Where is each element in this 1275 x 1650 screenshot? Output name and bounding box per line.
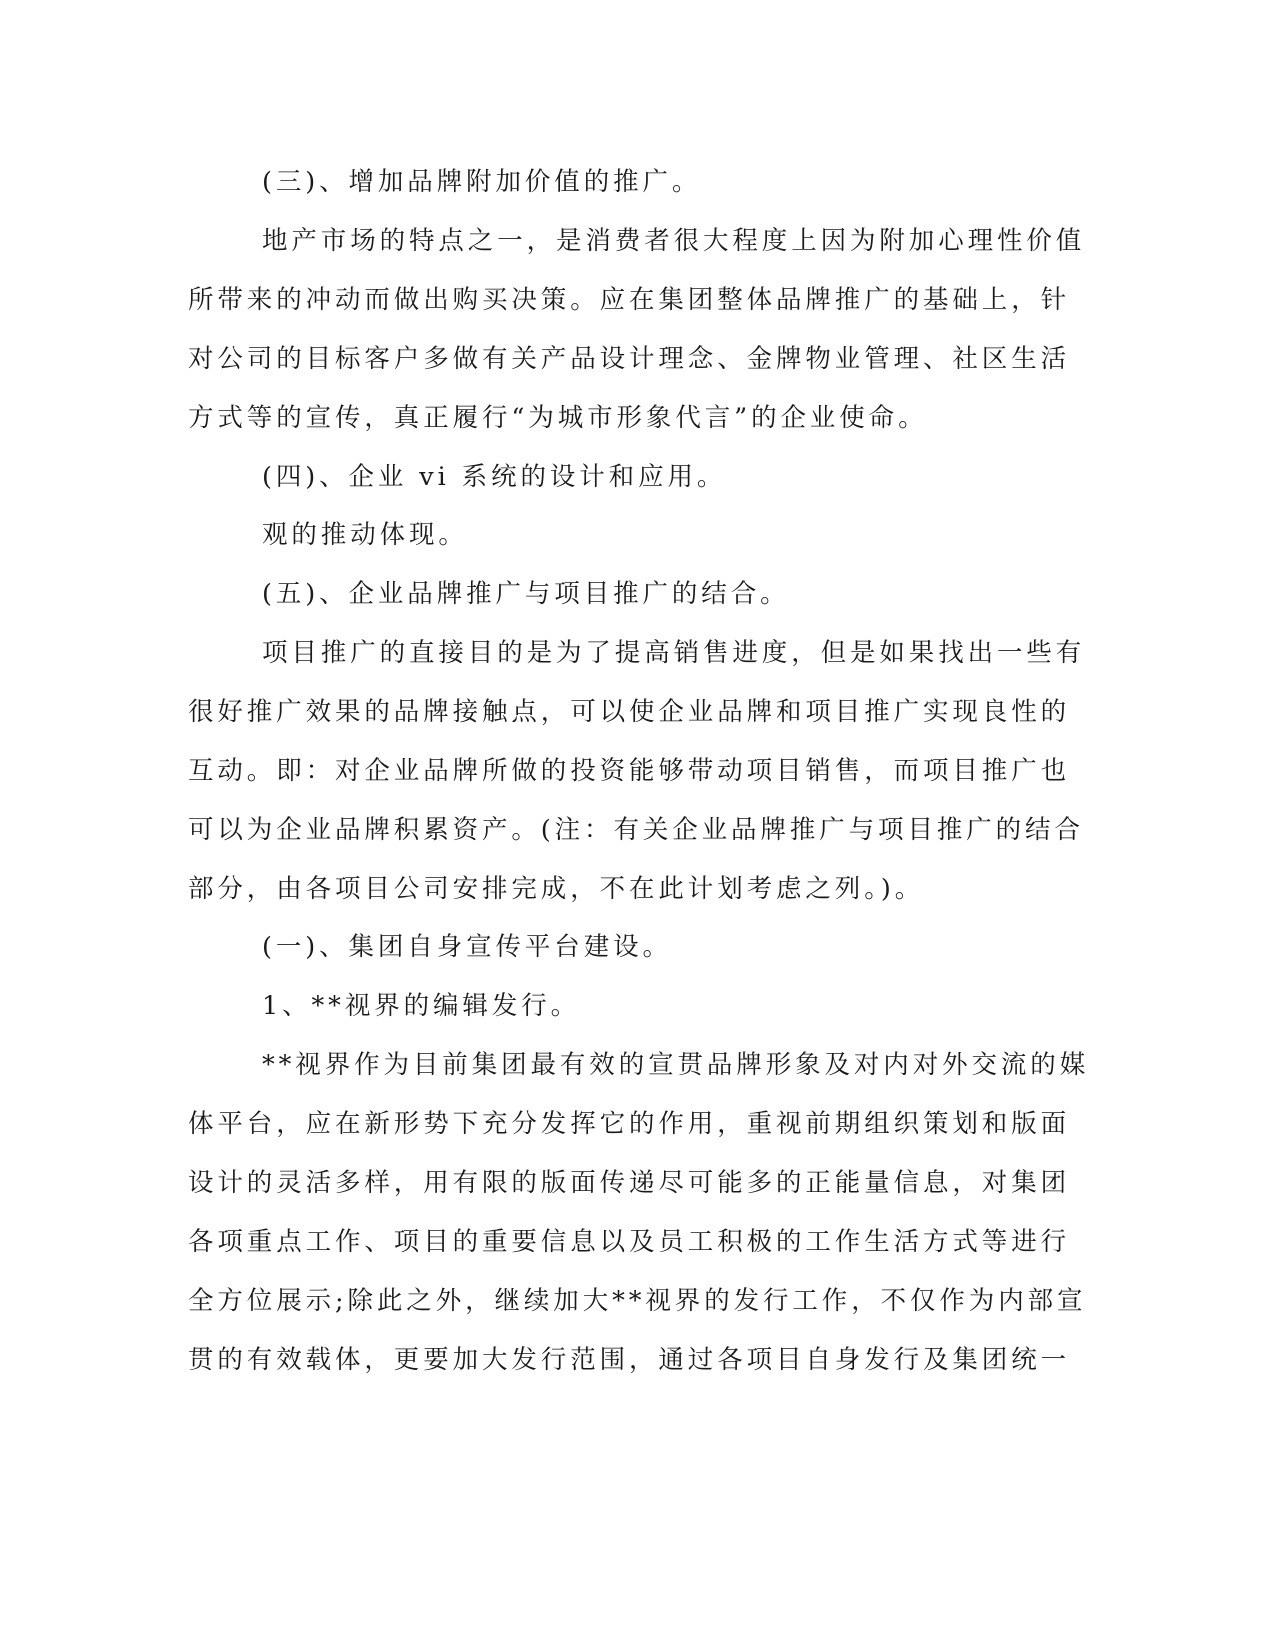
subheading-item-1: 1、**视界的编辑发行。 — [262, 991, 581, 1021]
paragraph-line: 部分，由各项目公司安排完成，不在此计划考虑之列。)。 — [188, 874, 925, 904]
paragraph-line: 全方位展示;除此之外，继续加大**视界的发行工作，不仅作为内部宣 — [188, 1286, 1087, 1316]
paragraph-line: 对公司的目标客户多做有关产品设计理念、金牌物业管理、社区生活 — [188, 344, 1071, 374]
paragraph-line: 体平台，应在新形势下充分发挥它的作用，重视前期组织策划和版面 — [188, 1109, 1071, 1139]
paragraph-line: 设计的灵活多样，用有限的版面传递尽可能多的正能量信息，对集团 — [188, 1168, 1071, 1198]
paragraph-line: 地产市场的特点之一，是消费者很大程度上因为附加心理性价值 — [262, 226, 1086, 256]
paragraph-line: 项目推广的直接目的是为了提高销售进度，但是如果找出一些有 — [262, 638, 1086, 668]
paragraph-line: 观的推动体现。 — [262, 520, 468, 550]
paragraph-line: **视界作为目前集团最有效的宣贯品牌形象及对内对外交流的媒 — [262, 1050, 1090, 1080]
heading-section-3: (三)、增加品牌附加价值的推广。 — [262, 167, 702, 197]
heading-section-1: (一)、集团自身宣传平台建设。 — [262, 932, 672, 962]
paragraph-line: 所带来的冲动而做出购买决策。应在集团整体品牌推广的基础上，针 — [188, 285, 1071, 315]
paragraph-line: 贯的有效载体，更要加大发行范围，通过各项目自身发行及集团统一 — [188, 1345, 1071, 1375]
paragraph-line: 方式等的宣传，真正履行“为城市形象代言”的企业使命。 — [188, 403, 928, 433]
paragraph-line: 各项重点工作、项目的重要信息以及员工积极的工作生活方式等进行 — [188, 1227, 1071, 1257]
paragraph-line: 很好推广效果的品牌接触点，可以使企业品牌和项目推广实现良性的 — [188, 697, 1071, 727]
heading-section-5: (五)、企业品牌推广与项目推广的结合。 — [262, 579, 790, 609]
heading-section-4: (四)、企业 vi 系统的设计和应用。 — [262, 462, 727, 492]
paragraph-line: 互动。即：对企业品牌所做的投资能够带动项目销售，而项目推广也 — [188, 756, 1071, 786]
paragraph-line: 可以为企业品牌积累资产。(注：有关企业品牌推广与项目推广的结合 — [188, 815, 1084, 845]
